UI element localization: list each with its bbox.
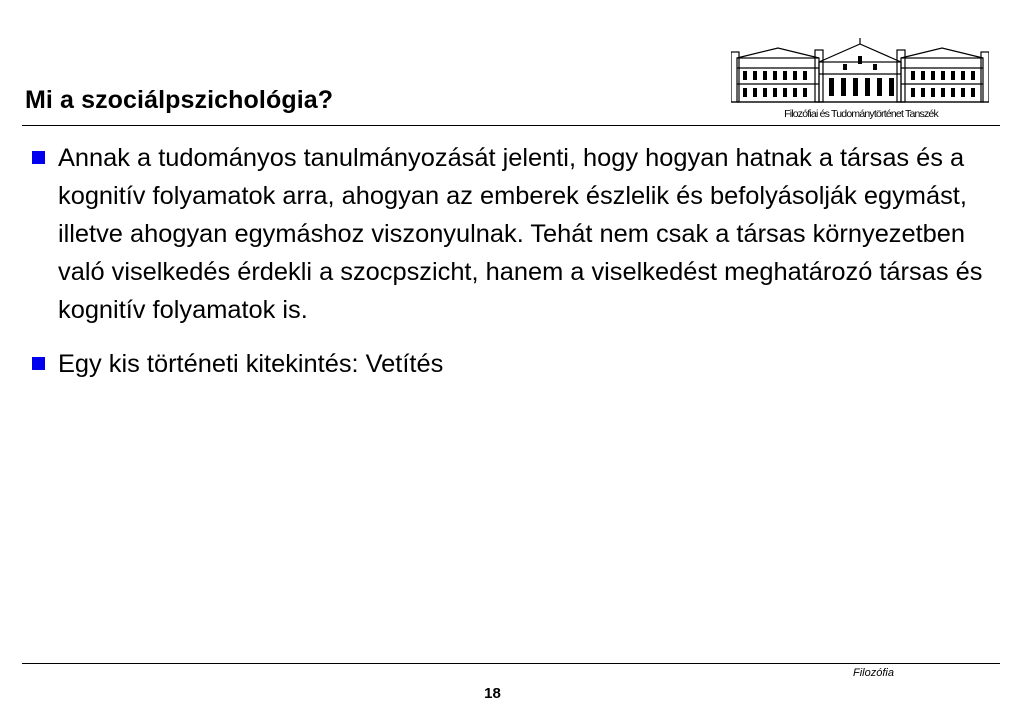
bullet-list xyxy=(30,139,1005,399)
bullet-text: Annak a tudományos tanulmányozását jelenti, hogy hogyan hatnak a társas és a kognitív folyamatok arra, ahogyan az emberek észlelik és befolyásolják egymást, illetve ahogyan egymáshoz viszonyulnak. Tehát nem csak a társas környezetben való viselkedés érdekli a szocpszicht, hanem a viselkedést meghatározó társas és kognitív folyamatok is. xyxy=(58,144,983,324)
bullet-item xyxy=(30,139,1005,329)
footer-divider xyxy=(22,663,1000,664)
page-number: 18 xyxy=(484,685,501,702)
title-divider xyxy=(22,125,1000,126)
bullet-item xyxy=(30,345,1005,383)
footer-label: Filozófia xyxy=(853,667,894,679)
bullet-square-icon xyxy=(32,151,45,164)
university-building-icon xyxy=(731,38,989,110)
university-logo xyxy=(731,38,989,128)
logo-caption: Filozófiai és Tudománytörténet Tanszék xyxy=(784,108,938,120)
slide-title: Mi a szociálpszichológia? xyxy=(25,86,334,114)
bullet-text: Egy kis történeti kitekintés: Vetítés xyxy=(58,350,444,378)
bullet-square-icon xyxy=(32,357,45,370)
